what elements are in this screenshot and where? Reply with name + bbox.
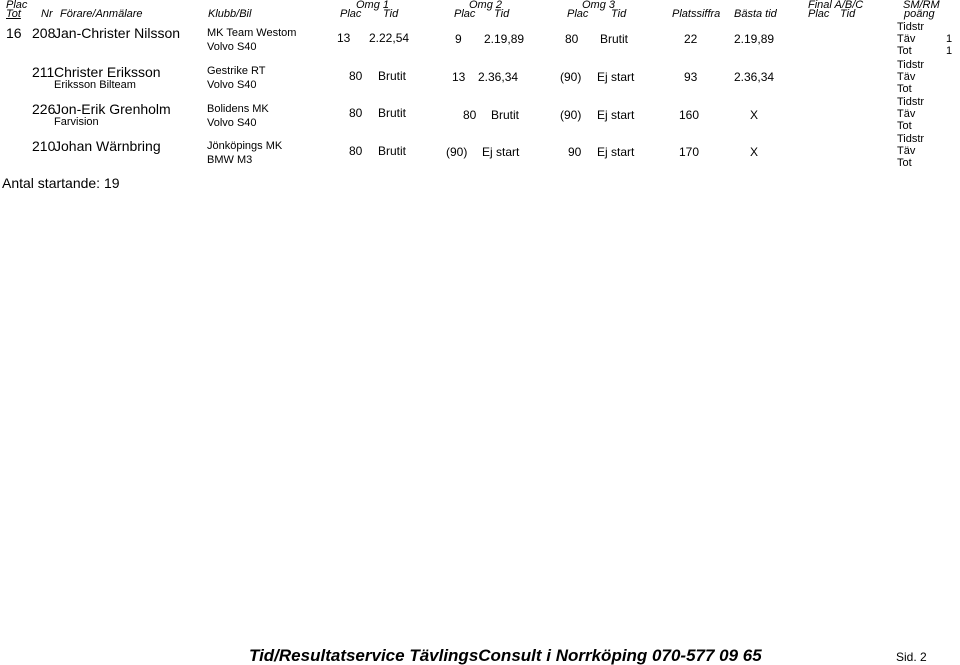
- row-platssiffra: 170: [679, 145, 700, 159]
- header-club: Klubb/Bil: [208, 8, 252, 20]
- row-omg3-tid: Brutit: [600, 32, 629, 46]
- row-pts-value-tot: 1: [946, 45, 953, 57]
- row-nr: 208: [32, 25, 56, 41]
- row-omg2-plac: 9: [455, 32, 462, 46]
- header-omg3: Omg 3: [582, 0, 616, 11]
- header-omg2: Omg 2: [469, 0, 503, 11]
- row-nr: 211: [32, 64, 55, 80]
- row-entrant: Eriksson Bilteam: [54, 79, 136, 91]
- row-omg3-plac: (90): [560, 108, 582, 122]
- row-pts-label-tav: Täv: [897, 71, 916, 83]
- header-final: Final A/B/C: [808, 0, 864, 11]
- row-entrant: Farvision: [54, 116, 99, 128]
- row-car: BMW M3: [207, 154, 253, 166]
- row-omg1-tid: 2.22,54: [369, 31, 410, 45]
- row-omg2-tid: Ej start: [482, 145, 520, 159]
- row-car: Volvo S40: [207, 117, 257, 129]
- row-driver: Jan-Christer Nilsson: [54, 25, 181, 41]
- row-car: Volvo S40: [207, 79, 257, 91]
- row-platssiffra: 93: [684, 70, 698, 84]
- row-pts-label-tot: Tot: [897, 45, 912, 57]
- row-omg1-plac: 80: [349, 144, 363, 158]
- row-driver: Christer Eriksson: [54, 64, 161, 80]
- header-sm-rm: SM/RM: [903, 0, 940, 11]
- starters-count: Antal startande: 19: [2, 175, 120, 191]
- header-tid-2: Tid: [494, 8, 510, 20]
- row-basta-tid: X: [750, 145, 759, 159]
- row-basta-tid: 2.36,34: [734, 70, 775, 84]
- header-omg1: Omg 1: [356, 0, 390, 11]
- row-omg3-plac: (90): [560, 70, 582, 84]
- row-platssiffra: 160: [679, 108, 700, 122]
- row-club: Bolidens MK: [207, 103, 269, 115]
- row-omg3-tid: Ej start: [597, 108, 635, 122]
- header-basta-tid: Bästa tid: [734, 8, 777, 20]
- row-omg2-plac: (90): [446, 145, 468, 159]
- row-nr: 210: [32, 138, 56, 154]
- row-club: Gestrike RT: [207, 65, 266, 77]
- row-omg1-tid: Brutit: [378, 144, 407, 158]
- row-pts-label-tav: Täv: [897, 108, 916, 120]
- row-platssiffra: 22: [684, 32, 698, 46]
- header-plac-2: Plac: [454, 8, 476, 20]
- row-pts-label-tidstr: Tidstr: [897, 96, 925, 108]
- page-number: Sid. 2: [896, 650, 927, 664]
- header-platssiffra: Platssiffra: [672, 8, 721, 20]
- row-omg2-tid: 2.19,89: [484, 32, 525, 46]
- row-basta-tid: 2.19,89: [734, 32, 775, 46]
- row-car: Volvo S40: [207, 41, 257, 53]
- row-club: Jönköpings MK: [207, 140, 283, 152]
- header-tot: Tot: [6, 8, 21, 20]
- row-driver: Johan Wärnbring: [54, 138, 161, 154]
- header-plac-final: Plac: [808, 8, 830, 20]
- row-omg2-plac: 80: [463, 108, 477, 122]
- header-nr: Nr: [41, 8, 53, 20]
- header-driver: Förare/Anmälare: [60, 8, 143, 20]
- row-pts-label-tidstr: Tidstr: [897, 133, 925, 145]
- row-omg1-plac: 80: [349, 69, 363, 83]
- row-omg1-plac: 13: [337, 31, 351, 45]
- row-pts-label-tav: Täv: [897, 33, 916, 45]
- row-tot-place: 16: [6, 25, 22, 41]
- row-pts-label-tot: Tot: [897, 120, 912, 132]
- row-omg3-plac: 90: [568, 145, 582, 159]
- row-pts-value-tav: 1: [946, 33, 953, 45]
- row-pts-label-tot: Tot: [897, 83, 912, 95]
- row-omg2-tid: 2.36,34: [478, 70, 519, 84]
- row-pts-label-tav: Täv: [897, 145, 916, 157]
- row-omg3-tid: Ej start: [597, 70, 635, 84]
- header-tid-final: Tid: [840, 8, 856, 20]
- header-plac: Plac: [6, 0, 28, 11]
- row-basta-tid: X: [750, 108, 759, 122]
- row-omg1-tid: Brutit: [378, 69, 407, 83]
- row-omg3-tid: Ej start: [597, 145, 635, 159]
- row-pts-label-tidstr: Tidstr: [897, 59, 925, 71]
- row-pts-label-tidstr: Tidstr: [897, 21, 925, 33]
- row-omg1-plac: 80: [349, 106, 363, 120]
- header-plac-3: Plac: [567, 8, 589, 20]
- row-nr: 226: [32, 101, 56, 117]
- row-club: MK Team Westom: [207, 27, 297, 39]
- row-omg2-tid: Brutit: [491, 108, 520, 122]
- row-pts-label-tot: Tot: [897, 157, 912, 169]
- header-tid-3: Tid: [611, 8, 627, 20]
- header-tid-1: Tid: [383, 8, 399, 20]
- header-poang: poäng: [904, 8, 935, 20]
- row-omg2-plac: 13: [452, 70, 466, 84]
- header-plac-1: Plac: [340, 8, 362, 20]
- row-omg1-tid: Brutit: [378, 106, 407, 120]
- row-omg3-plac: 80: [565, 32, 579, 46]
- row-driver: Jon-Erik Grenholm: [54, 101, 171, 117]
- footer-credit: Tid/Resultatservice TävlingsConsult i Norrköping 070-577 09 65: [249, 646, 762, 665]
